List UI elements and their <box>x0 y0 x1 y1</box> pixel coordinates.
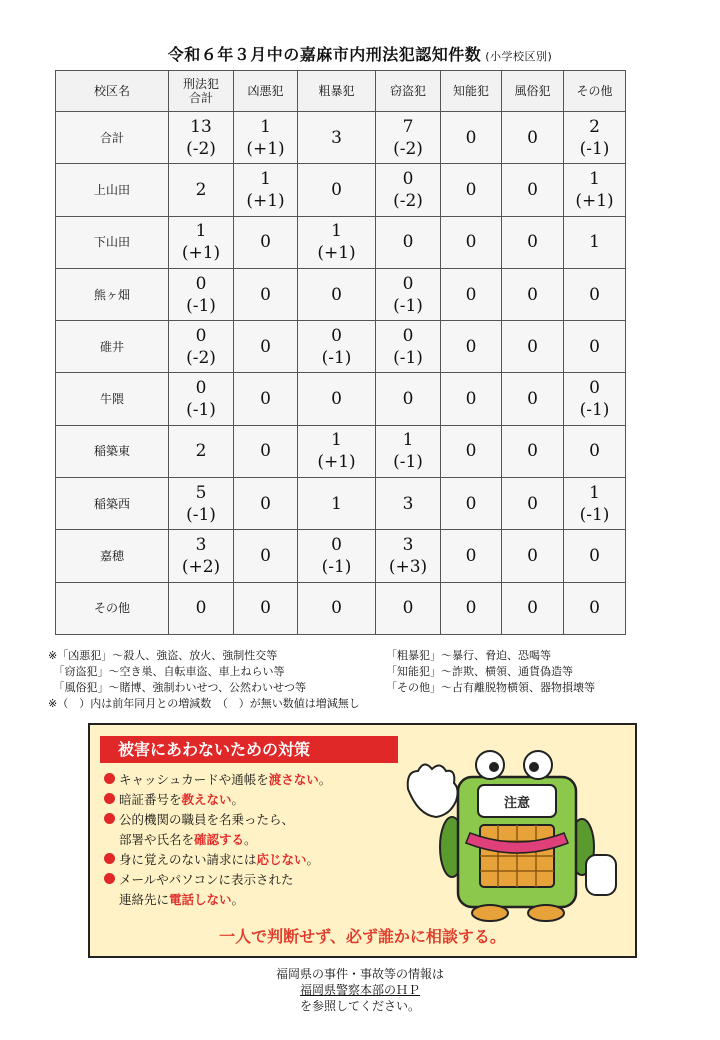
column-header: 校区名 <box>56 71 169 112</box>
count-cell <box>564 425 626 477</box>
count-cell <box>502 373 564 425</box>
count-cell <box>169 164 234 216</box>
count-value: 0 <box>195 598 207 619</box>
police-hp-link[interactable]: 福岡県警察本部のＨＰ <box>299 983 420 997</box>
count-value: 0 <box>260 232 271 253</box>
count-value: 3 <box>402 535 414 556</box>
count-value: 1 <box>589 232 600 253</box>
count-value: 0 <box>402 325 414 346</box>
district-name: 稲築西 <box>56 478 169 530</box>
count-value: 0 <box>465 493 477 514</box>
count-cell <box>502 268 564 320</box>
count-value: 0 <box>465 284 477 305</box>
table-row <box>56 216 626 268</box>
bullet-icon <box>104 853 115 864</box>
count-value: 0 <box>465 336 477 357</box>
count-cell <box>502 582 564 634</box>
district-name: 上山田 <box>56 164 169 216</box>
count-value: 2 <box>195 179 207 200</box>
count-cell <box>564 530 626 582</box>
count-cell <box>298 373 376 425</box>
count-value: 0 <box>402 273 414 294</box>
tip-end: 。 <box>306 852 320 867</box>
count-value: 0 <box>589 598 600 619</box>
count-value: 0 <box>331 598 342 619</box>
count-value: 0 <box>589 336 600 357</box>
count-cell <box>376 373 441 425</box>
tips-list <box>104 770 404 910</box>
tip-item <box>104 790 404 810</box>
count-value: 0 <box>331 389 342 410</box>
tip-emphasis: 渡さない <box>268 772 319 787</box>
count-cell <box>502 425 564 477</box>
count-change: (-1) <box>393 295 423 316</box>
count-cell <box>441 530 502 582</box>
count-value: 0 <box>402 168 414 189</box>
count-cell <box>376 112 441 164</box>
tip-item <box>104 850 404 870</box>
count-change: (-1) <box>321 347 352 368</box>
column-header: 風俗犯 <box>502 71 564 112</box>
mascot-fist <box>586 855 616 895</box>
district-name: その他 <box>56 582 169 634</box>
count-cell <box>169 268 234 320</box>
count-cell <box>502 164 564 216</box>
count-cell <box>441 582 502 634</box>
tip-text: 公的機関の職員を名乗ったら、 部署や氏名を <box>119 812 295 847</box>
count-cell <box>169 373 234 425</box>
count-value: 0 <box>527 389 538 410</box>
count-change: (+3) <box>388 557 428 578</box>
count-change: (+1) <box>317 243 356 264</box>
district-name: 牛隈 <box>56 373 169 425</box>
mascot-right-pupil <box>529 762 539 772</box>
count-value: 0 <box>402 232 414 253</box>
column-header: 凶悪犯 <box>234 71 298 112</box>
count-value: 2 <box>195 441 207 462</box>
count-cell <box>376 268 441 320</box>
title-sub: (小学校区別) <box>485 50 553 63</box>
info-line-1: 福岡県の事件・事故等の情報は <box>275 967 444 981</box>
count-cell <box>564 268 626 320</box>
count-change: (-1) <box>579 504 610 525</box>
count-change: (-1) <box>186 400 216 421</box>
count-cell <box>234 321 298 373</box>
count-value: 1 <box>260 168 271 189</box>
count-value: 0 <box>260 546 271 567</box>
count-value: 13 <box>190 116 212 137</box>
bullet-icon <box>104 873 115 884</box>
count-cell <box>564 373 626 425</box>
count-value: 0 <box>195 273 207 294</box>
column-header: 知能犯 <box>441 71 502 112</box>
count-value: 0 <box>331 535 342 556</box>
tip-end: 。 <box>231 792 245 807</box>
bullet-icon <box>104 773 115 784</box>
table-row <box>56 268 626 320</box>
table-row <box>56 321 626 373</box>
count-value: 1 <box>589 482 600 503</box>
count-cell <box>234 530 298 582</box>
count-cell <box>169 530 234 582</box>
bullet-icon <box>104 793 115 804</box>
count-change: (-1) <box>579 138 610 159</box>
count-cell <box>376 478 441 530</box>
count-cell <box>298 582 376 634</box>
table-row <box>56 112 626 164</box>
district-name: 熊ヶ畑 <box>56 268 169 320</box>
district-name: 合計 <box>56 112 169 164</box>
note-rough: 「粗暴犯」～暴行、脅迫、恐喝等 <box>386 649 551 662</box>
title-main: 令和６年３月中の嘉麻市内刑法犯認知件数 <box>167 45 482 64</box>
count-value: 0 <box>527 336 538 357</box>
count-cell <box>298 216 376 268</box>
table-header-row <box>56 71 626 112</box>
count-change: (+2) <box>181 557 221 578</box>
count-cell <box>298 478 376 530</box>
count-value: 0 <box>331 284 342 305</box>
note-other: 「その他」～占有離脱物横領、器物損壊等 <box>386 681 595 694</box>
count-cell <box>298 321 376 373</box>
tip-emphasis: 電話しない <box>169 892 232 907</box>
banner-footer: 一人で判断せず、必ず誰かに相談する。 <box>219 927 506 946</box>
tip-text: キャッシュカードや通帳を <box>119 772 269 787</box>
table-row <box>56 373 626 425</box>
column-header: 粗暴犯 <box>298 71 376 112</box>
count-cell <box>169 216 234 268</box>
count-value: 5 <box>195 482 207 503</box>
bullet-icon <box>104 813 115 824</box>
count-change: (-2) <box>393 138 423 159</box>
mascot-illustration <box>400 747 630 927</box>
count-change: (-1) <box>393 347 423 368</box>
count-cell <box>564 112 626 164</box>
count-value: 0 <box>527 441 538 462</box>
count-value: 0 <box>260 389 271 410</box>
count-cell <box>441 216 502 268</box>
count-change: (+1) <box>246 190 285 211</box>
count-cell <box>169 425 234 477</box>
count-value: 0 <box>589 284 600 305</box>
count-value: 0 <box>465 441 477 462</box>
tip-end: 。 <box>231 892 245 907</box>
count-value: 1 <box>331 430 342 451</box>
column-header: 刑法犯 合計 <box>169 71 234 112</box>
count-value: 0 <box>260 441 271 462</box>
count-value: 0 <box>260 284 271 305</box>
count-cell <box>376 164 441 216</box>
page-title <box>0 42 720 65</box>
count-value: 2 <box>589 116 600 137</box>
count-value: 0 <box>527 493 538 514</box>
table-body <box>56 112 626 635</box>
count-change: (-2) <box>393 190 423 211</box>
count-value: 0 <box>465 389 477 410</box>
info-block <box>0 966 720 1014</box>
count-cell <box>169 582 234 634</box>
count-cell <box>441 478 502 530</box>
footnotes <box>48 648 688 712</box>
count-change: (+1) <box>575 190 614 211</box>
tip-text: 身に覚えのない請求には <box>119 852 257 867</box>
tip-item <box>104 770 404 790</box>
mascot-right-foot <box>528 905 564 921</box>
column-header: 窃盗犯 <box>376 71 441 112</box>
tip-emphasis: 応じない <box>256 852 307 867</box>
count-cell <box>564 582 626 634</box>
count-cell <box>441 164 502 216</box>
count-value: 0 <box>402 389 414 410</box>
count-value: 0 <box>260 336 271 357</box>
count-value: 1 <box>331 493 342 514</box>
count-change: (-1) <box>579 400 610 421</box>
count-value: 3 <box>195 535 207 556</box>
count-change: (-1) <box>393 452 423 473</box>
count-value: 0 <box>260 598 271 619</box>
tip-emphasis: 教えない <box>181 792 232 807</box>
count-change: (-1) <box>186 295 216 316</box>
count-value: 0 <box>331 325 342 346</box>
count-cell <box>376 216 441 268</box>
count-value: 0 <box>527 179 538 200</box>
info-line-3: を参照してください。 <box>299 999 420 1013</box>
count-value: 0 <box>195 378 207 399</box>
count-cell <box>234 164 298 216</box>
count-cell <box>298 425 376 477</box>
mascot-badge-text: 注意 <box>503 796 531 811</box>
count-cell <box>564 164 626 216</box>
count-cell <box>298 530 376 582</box>
count-value: 0 <box>527 232 538 253</box>
prevention-banner <box>88 723 637 958</box>
count-value: 1 <box>260 116 271 137</box>
count-cell <box>441 112 502 164</box>
tip-end: 。 <box>318 772 332 787</box>
count-cell <box>564 478 626 530</box>
count-value: 0 <box>465 232 477 253</box>
count-cell <box>234 478 298 530</box>
count-value: 0 <box>402 598 414 619</box>
count-cell <box>169 321 234 373</box>
count-cell <box>234 216 298 268</box>
count-cell <box>441 321 502 373</box>
count-value: 0 <box>331 179 342 200</box>
count-value: 3 <box>331 127 342 148</box>
count-value: 0 <box>465 546 477 567</box>
note-morals: 「風俗犯」～賭博、強制わいせつ、公然わいせつ等 <box>48 681 307 694</box>
count-change: (+1) <box>181 243 221 264</box>
count-cell <box>376 321 441 373</box>
count-value: 0 <box>465 127 477 148</box>
column-header: その他 <box>564 71 626 112</box>
count-cell <box>441 425 502 477</box>
count-cell <box>376 425 441 477</box>
count-cell <box>502 216 564 268</box>
count-cell <box>298 112 376 164</box>
count-value: 0 <box>589 441 600 462</box>
count-cell <box>502 478 564 530</box>
count-cell <box>502 530 564 582</box>
mascot-left-foot <box>472 905 508 921</box>
count-cell <box>376 530 441 582</box>
count-cell <box>298 164 376 216</box>
district-name: 下山田 <box>56 216 169 268</box>
count-value: 0 <box>527 598 538 619</box>
count-value: 1 <box>195 221 207 242</box>
count-change: (+1) <box>246 138 285 159</box>
count-value: 1 <box>589 168 600 189</box>
tip-end: 。 <box>244 832 257 847</box>
district-name: 碓井 <box>56 321 169 373</box>
count-cell <box>441 268 502 320</box>
count-value: 3 <box>402 493 414 514</box>
count-value: 1 <box>402 430 414 451</box>
count-cell <box>234 112 298 164</box>
count-value: 0 <box>527 546 538 567</box>
count-cell <box>298 268 376 320</box>
count-cell <box>169 478 234 530</box>
count-change: (-1) <box>186 504 216 525</box>
count-value: 0 <box>465 598 477 619</box>
district-name: 稲築東 <box>56 425 169 477</box>
count-cell <box>564 321 626 373</box>
count-value: 0 <box>260 493 271 514</box>
count-cell <box>169 112 234 164</box>
tip-item <box>104 810 404 850</box>
count-value: 0 <box>195 325 207 346</box>
banner-heading: 被害にあわないための対策 <box>100 736 398 763</box>
count-cell <box>502 321 564 373</box>
tip-item <box>104 870 404 910</box>
count-value: 0 <box>589 546 600 567</box>
count-value: 0 <box>589 378 600 399</box>
count-cell <box>234 582 298 634</box>
mascot-left-pupil <box>489 762 499 772</box>
count-value: 0 <box>527 284 538 305</box>
count-change: (-1) <box>321 557 352 578</box>
note-intellectual: 「知能犯」～詐欺、横領、通貨偽造等 <box>386 665 573 678</box>
crime-stats-table <box>55 70 626 635</box>
table-row <box>56 164 626 216</box>
count-cell <box>441 373 502 425</box>
mascot-stop-hand <box>408 764 458 817</box>
tip-text: 暗証番号を <box>119 792 182 807</box>
count-value: 0 <box>527 127 538 148</box>
table-row <box>56 530 626 582</box>
count-change: (-2) <box>186 138 216 159</box>
table-row <box>56 582 626 634</box>
tip-text: メールやパソコンに表示された 連絡先に <box>119 872 294 907</box>
note-delta-explain: ※（ ）内は前年同月との増減数 （ ）が無い数値は増減無し <box>48 697 360 710</box>
count-cell <box>234 425 298 477</box>
note-violent: ※「凶悪犯」～殺人、強盗、放火、強制性交等 <box>48 649 278 662</box>
count-cell <box>564 216 626 268</box>
count-value: 7 <box>402 116 414 137</box>
count-change: (+1) <box>317 452 356 473</box>
count-value: 0 <box>465 179 477 200</box>
count-cell <box>234 268 298 320</box>
count-value: 1 <box>331 221 342 242</box>
tip-emphasis: 確認する <box>194 832 245 847</box>
count-change: (-2) <box>186 347 216 368</box>
table-row <box>56 478 626 530</box>
count-cell <box>502 112 564 164</box>
note-theft: 「窃盗犯」～空き巣、自転車盗、車上ねらい等 <box>48 665 285 678</box>
district-name: 嘉穂 <box>56 530 169 582</box>
count-cell <box>234 373 298 425</box>
table-row <box>56 425 626 477</box>
count-cell <box>376 582 441 634</box>
